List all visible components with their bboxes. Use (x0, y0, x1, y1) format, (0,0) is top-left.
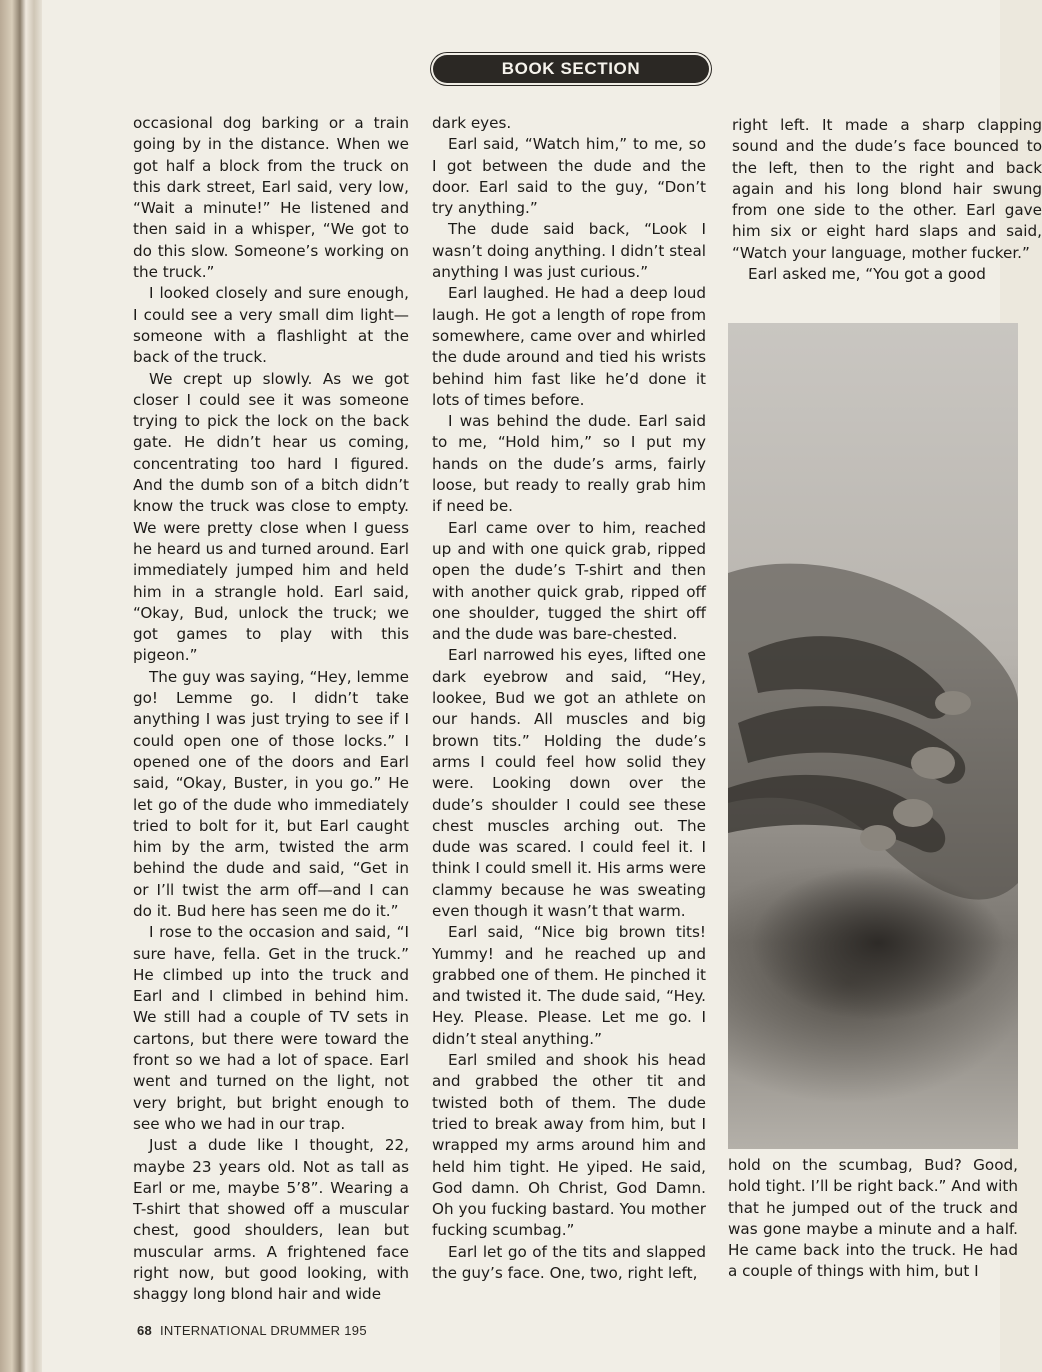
paragraph: We crept up slowly. As we got closer I could see it was someone trying to pick the lock on the back gate. He didn’t hear us coming, concentrating too hard I figured. And the dumb son of a bitch didn’t know the truck was close to empty. We were pretty close when I guess he heard us and turned around. Earl immediately jumped him and held him in a strangle hold. Earl said, “Okay, Bud, unlock the truck; we got games to play with this pigeon.” (133, 369, 409, 665)
text-column-3-bottom (728, 1155, 1018, 1283)
paragraph: I rose to the occasion and said, “I sure have, fella. Get in the truck.” He climbed up into the truck and Earl and I climbed in behind him. We still had a couple of TV sets in cartons, but there were toward the front so we had a lot of space. Earl went and turned on the light, not very bright, but bright enough to see who we had in our trap. (133, 923, 409, 1133)
paragraph: Earl let go of the tits and slapped the guy’s face. One, two, right left, (432, 1242, 706, 1283)
paragraph: right left. It made a sharp clapping sound and the dude’s face bounced to the left, then to the right and back again and his long blond hair swung from one side to the other. Earl gave him six or eight hard slaps and said, “Watch your language, mother fucker.” (732, 116, 1042, 262)
paragraph: The dude said back, “Look I wasn’t doing anything. I didn’t steal anything I was just curious.” (432, 220, 706, 282)
paragraph: occasional dog barking or a train going by in the distance. When we got half a block from the truck on this dark street, Earl said, very low, “Wait a minute!” He listened and then said in a whisper, “We got to do this slow. Someone’s working on the truck.” (133, 114, 409, 282)
page-binding-edge (0, 0, 42, 1372)
publication-name: INTERNATIONAL DRUMMER 195 (159, 1323, 367, 1338)
paragraph: I was behind the dude. Earl said to me, “Hold him,” so I put my hands on the dude’s arms, fairly loose, but ready to really grab him if need be. (432, 412, 706, 516)
paragraph: Earl smiled and shook his head and grabbed the other tit and twisted both of them. The dude tried to break away from him, but I wrapped my arms around him and held him tight. He yiped. He said, God damn. Oh Christ, God Damn. Oh you fucking bastard. You mother fucking scumbag.” (432, 1051, 706, 1240)
paragraph: Earl narrowed his eyes, lifted one dark eyebrow and said, “Hey, lookee, Bud we got an athlete on our hands. All muscles and big brown tits.” Holding the dude’s arms I could feel how solid they were. Looking down over the dude’s shoulder I could see these chest muscles arching out. The dude was scared. I could feel it. I think I could smell it. His arms were clammy because he was sweating even though it wasn’t that warm. (432, 646, 706, 920)
section-banner (433, 55, 709, 83)
paragraph: Earl said, “Watch him,” to me, so I got between the dude and the door. Earl said to the guy, “Don’t try anything.” (432, 135, 706, 218)
paragraph: Earl laughed. He had a deep loud laugh. He got a length of rope from somewhere, came over and whirled the dude around and tied his wrists behind him fast like he’d done it lots of times before. (432, 284, 706, 409)
paragraph: Earl said, “Nice big brown tits! Yummy! and he reached up and grabbed one of them. He pinched it and twisted it. The dude said, “Hey. Hey. Please. Please. Let me go. I didn’t steal anything.” (432, 923, 706, 1048)
hand-photo-graphic (728, 323, 1018, 1149)
hand-photo (728, 323, 1018, 1149)
page-footer (137, 1323, 367, 1338)
section-label: BOOK SECTION (501, 59, 641, 78)
paragraph: dark eyes. (432, 114, 512, 132)
text-column-1 (133, 113, 409, 1306)
paragraph: Earl came over to him, reached up and with one quick grab, ripped open the dude’s T-shirt and then with another quick grab, ripped off one shoulder, tugged the shirt off and the dude was bare-chested. (432, 518, 706, 644)
paragraph: The guy was saying, “Hey, lemme go! Lemme go. I didn’t take anything I was just trying to see if I could open one of those locks.” I opened one of the doors and Earl said, “Okay, Buster, in you go.” He let go of the dude who immediately tried to bolt for it, but Earl caught him by the arm, twisted the arm behind the dude and said, “Get in or I’ll twist the arm off—and I can do it. Bud here has seen me do it.” (133, 667, 409, 920)
paragraph: hold on the scumbag, Bud? Good, hold tight. I’ll be right back.” And with that he jumped out of the truck and was gone maybe a minute and a half. He came back into the truck. He had a couple of things with him, but I (728, 1156, 1018, 1281)
paragraph: I looked closely and sure enough, I could see a very small dim light—someone with a flashlight at the back of the truck. (133, 284, 409, 367)
page-number: 68 (137, 1323, 153, 1338)
paragraph: Earl asked me, “You got a good (748, 265, 986, 284)
text-column-3-top (732, 115, 1042, 285)
paragraph: Just a dude like I thought, 22, maybe 23 years old. Not as tall as Earl or me, maybe 5’8”. Wearing a T-shirt that showed off a muscular chest, good shoulders, lean but muscular arms. A frightened face right now, but good looking, with shaggy long blond hair and wide (133, 1136, 409, 1304)
text-column-2 (432, 113, 706, 1284)
